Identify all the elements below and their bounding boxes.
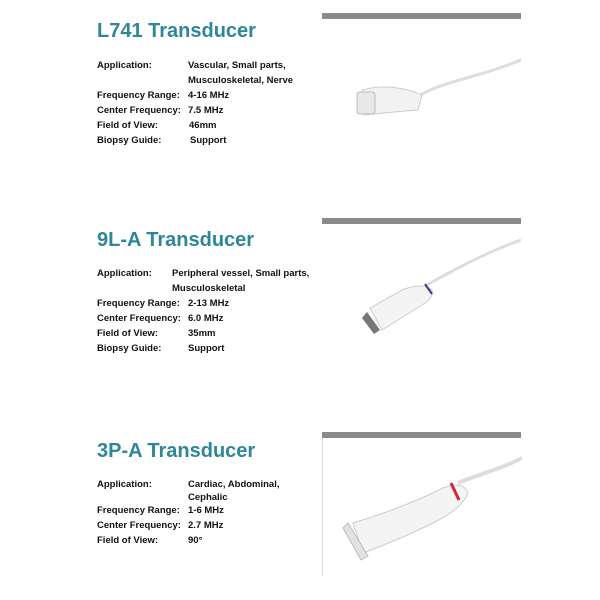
spec-label: Application: (97, 60, 152, 71)
spec-value: 46mm (189, 120, 217, 131)
spec-value: 1-6 MHz (188, 505, 224, 516)
product-title: 3P-A Transducer (97, 440, 256, 462)
spec-value: Support (188, 343, 225, 354)
spec-value: Cardiac, Abdominal, (188, 479, 280, 490)
divider-bar (322, 13, 521, 19)
9l-a-transducer-image (322, 230, 521, 340)
product-title: 9L-A Transducer (97, 229, 255, 251)
spec-value: 2.7 MHz (188, 520, 224, 531)
spec-value: Peripheral vessel, Small parts, (172, 268, 310, 279)
product-title: L741 Transducer (97, 20, 256, 42)
spec-value: 2-13 MHz (188, 298, 230, 309)
spec-value: 35mm (188, 328, 216, 339)
l741-transducer-image (322, 40, 521, 150)
spec-label: Field of View: (97, 535, 159, 546)
spec-value: Cephalic (188, 492, 228, 503)
spec-label: Frequency Range: (97, 505, 180, 516)
spec-label: Biopsy Guide: (97, 343, 162, 354)
spec-label: Field of View: (97, 328, 159, 339)
spec-label: Application: (97, 479, 152, 490)
spec-value: 6.0 MHz (188, 313, 224, 324)
spec-label: Frequency Range: (97, 298, 180, 309)
spec-value: Musculoskeletal, Nerve (188, 75, 294, 86)
spec-label: Application: (97, 268, 152, 279)
3p-a-transducer-image (322, 438, 522, 576)
spec-value: Support (190, 135, 227, 146)
spec-label: Frequency Range: (97, 90, 180, 101)
spec-label: Center Frequency: (97, 520, 181, 531)
spec-label: Biopsy Guide: (97, 135, 162, 146)
spec-value: 7.5 MHz (188, 105, 224, 116)
spec-label: Center Frequency: (97, 313, 181, 324)
spec-value: 90° (188, 535, 203, 546)
spec-label: Center Frequency: (97, 105, 181, 116)
spec-value: Vascular, Small parts, (188, 60, 286, 71)
spec-label: Field of View: (97, 120, 159, 131)
divider-bar (322, 218, 521, 224)
spec-value: Musculoskeletal (172, 283, 246, 294)
spec-value: 4-16 MHz (188, 90, 230, 101)
